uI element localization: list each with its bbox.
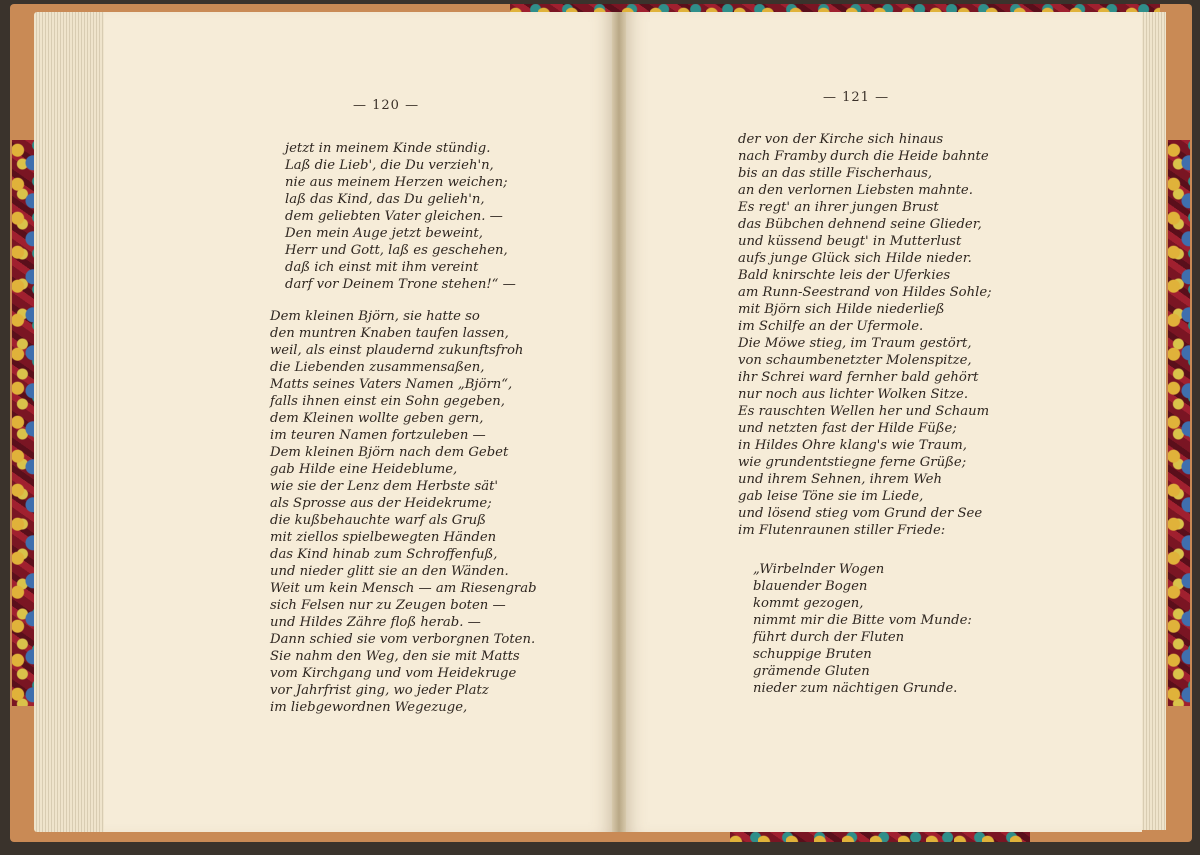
text-line: jetzt in meinem Kinde stündig. — [285, 141, 491, 156]
text-line: Die Möwe stieg, im Traum gestört, — [738, 336, 972, 351]
text-line: wie sie der Lenz dem Herbste sät' — [270, 479, 499, 494]
text-line: bis an das stille Fischerhaus, — [738, 166, 933, 181]
text-line: am Runn-Seestrand von Hildes Sohle; — [738, 285, 992, 300]
page-stack-right — [1140, 12, 1166, 830]
text-line: laß das Kind, das Du gelieh'n, — [285, 192, 485, 207]
text-line: führt durch der Fluten — [753, 630, 905, 645]
text-line: Matts seines Vaters Namen „Björn“, — [270, 377, 513, 392]
text-line: das Kind hinab zum Schroffenfuß, — [270, 547, 498, 562]
text-line: nur noch aus lichter Wolken Sitze. — [738, 387, 969, 402]
left-stanza-2 — [270, 308, 537, 716]
text-line: den muntren Knaben taufen lassen, — [270, 326, 509, 341]
text-line: als Sprosse aus der Heidekrume; — [270, 496, 492, 511]
text-line: und nieder glitt sie an den Wänden. — [270, 564, 509, 579]
text-line: kommt gezogen, — [753, 596, 864, 611]
text-line: wie grundentstiegne ferne Grüße; — [738, 455, 967, 470]
text-line: die kußbehauchte warf als Gruß — [270, 513, 486, 528]
text-line: das Bübchen dehnend seine Glieder, — [738, 217, 982, 232]
marbled-edge-right — [1168, 140, 1190, 706]
text-line: weil, als einst plaudernd zukunftsfroh — [270, 343, 524, 358]
text-line: sich Felsen nur zu Zeugen boten — — [270, 598, 506, 613]
text-line: und lösend stieg vom Grund der See — [738, 506, 983, 521]
text-line: dem Kleinen wollte geben gern, — [270, 411, 484, 426]
text-line: die Liebenden zusammensaßen, — [270, 360, 485, 375]
text-line: und Hildes Zähre floß herab. — — [270, 615, 481, 630]
text-line: im Schilfe an der Ufermole. — [738, 319, 924, 334]
text-line: in Hildes Ohre klang's wie Traum, — [738, 438, 967, 453]
text-line: nieder zum nächtigen Grunde. — [753, 681, 958, 696]
text-line: darf vor Deinem Trone stehen!“ — — [285, 277, 516, 292]
text-line: aufs junge Glück sich Hilde nieder. — [738, 251, 972, 266]
text-line: nimmt mir die Bitte vom Munde: — [753, 613, 972, 628]
text-line: und netzten fast der Hilde Füße; — [738, 421, 957, 436]
text-line: Bald knirschte leis der Uferkies — [738, 268, 951, 283]
text-line: im Flutenraunen stiller Friede: — [738, 523, 946, 538]
text-line: an den verlornen Liebsten mahnte. — [738, 183, 973, 198]
right-stanza-1 — [738, 131, 992, 539]
text-line: mit Björn sich Hilde niederließ — [738, 302, 945, 317]
right-stanza-2 — [753, 561, 972, 697]
right-page-number: — 121 — — [823, 90, 890, 105]
text-line: Sie nahm den Weg, den sie mit Matts — [270, 649, 520, 664]
text-line: im teuren Namen fortzuleben — — [270, 428, 486, 443]
text-line: und küssend beugt' in Mutterlust — [738, 234, 962, 249]
text-line: der von der Kirche sich hinaus — [738, 132, 944, 147]
text-line: grämende Gluten — [753, 664, 870, 679]
text-line: mit ziellos spielbewegten Händen — [270, 530, 497, 545]
text-line: vor Jahrfrist ging, wo jeder Platz — [270, 683, 489, 698]
text-line: „Wirbelnder Wogen — [753, 562, 885, 577]
text-line: dem geliebten Vater gleichen. — — [285, 209, 503, 224]
text-line: ihr Schrei ward fernher bald gehört — [738, 370, 979, 385]
left-stanza-1 — [285, 140, 516, 293]
text-line: Dann schied sie vom verborgnen Toten. — [270, 632, 536, 647]
book-gutter — [612, 12, 626, 832]
text-line: nie aus meinem Herzen weichen; — [285, 175, 508, 190]
marbled-edge-left — [12, 140, 34, 706]
text-line: vom Kirchgang und vom Heidekruge — [270, 666, 517, 681]
text-line: Dem kleinen Björn, sie hatte so — [270, 309, 480, 324]
text-line: daß ich einst mit ihm vereint — [285, 260, 479, 275]
text-line: im liebgewordnen Wegezuge, — [270, 700, 468, 715]
text-line: Dem kleinen Björn nach dem Gebet — [270, 445, 509, 460]
text-line: Es regt' an ihrer jungen Brust — [738, 200, 939, 215]
text-line: schuppige Bruten — [753, 647, 872, 662]
text-line: und ihrem Sehnen, ihrem Weh — [738, 472, 942, 487]
left-page-number: — 120 — — [353, 98, 420, 113]
page-stack-left — [34, 12, 106, 832]
text-line: falls ihnen einst ein Sohn gegeben, — [270, 394, 505, 409]
text-line: blauender Bogen — [753, 579, 868, 594]
text-line: von schaumbenetzter Molenspitze, — [738, 353, 972, 368]
text-line: Den mein Auge jetzt beweint, — [285, 226, 483, 241]
text-line: nach Framby durch die Heide bahnte — [738, 149, 989, 164]
text-line: gab Hilde eine Heideblume, — [270, 462, 458, 477]
text-line: Es rauschten Wellen her und Schaum — [738, 404, 990, 419]
text-line: Weit um kein Mensch — am Riesengrab — [270, 581, 537, 596]
marbled-edge-bottom — [730, 832, 1030, 842]
text-line: Herr und Gott, laß es geschehen, — [285, 243, 508, 258]
text-line: Laß die Lieb', die Du verzieh'n, — [285, 158, 494, 173]
text-line: gab leise Töne sie im Liede, — [738, 489, 924, 504]
